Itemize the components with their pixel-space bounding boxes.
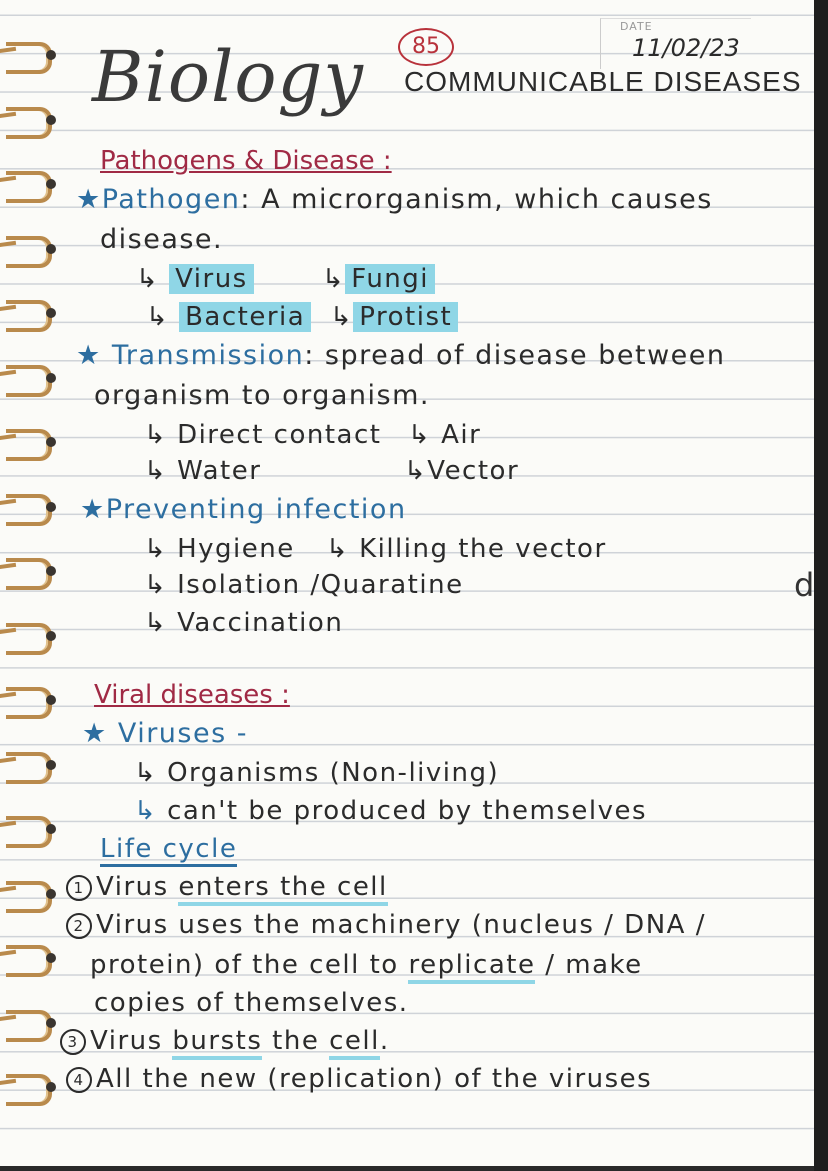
pathogen-type-fungi: ↳ Fungi [322,264,435,294]
page-title: Biology [92,36,364,118]
spiral-ring [6,881,52,913]
spiral-ring [6,107,52,139]
binding-hole [46,824,56,834]
arrow-icon: ↳ [134,796,158,826]
arrow-icon: ↳ [146,302,170,332]
spiral-ring [6,558,52,590]
virus-fact-1: ↳ Organisms (Non-living) [134,758,500,788]
binding-hole [46,115,56,125]
step-number-4: 4 [66,1067,92,1093]
arrow-icon: ↳ [136,264,160,294]
date-label: DATE [620,20,653,33]
binding-hole [46,244,56,254]
arrow-icon: ↳ [144,420,168,450]
lifecycle-step-3: 3 Virus bursts the cell. [60,1026,390,1056]
binding-hole [46,889,56,899]
spiral-ring [6,945,52,977]
term-preventing-infection: Preventing infection [105,494,407,525]
binding-hole [46,308,56,318]
star-icon: ★ [76,340,102,371]
arrow-icon: ↳ [144,608,168,638]
binding-hole [46,373,56,383]
spiral-ring [6,494,52,526]
page-edge [814,0,828,1171]
arrow-icon: ↳ [330,302,354,332]
virus-fact-2: ↳ can't be produced by themselves [134,796,648,826]
binding-hole [46,1018,56,1028]
binding-hole [46,760,56,770]
binding-hole [46,437,56,447]
spiral-ring [6,816,52,848]
section-heading-viral: Viral diseases : [94,680,290,710]
page-number-badge: 85 [398,28,454,66]
spiral-ring [6,1010,52,1042]
transmission-definition-cont: organism to organism. [94,380,430,411]
lifecycle-step-2: 2 Virus uses the machinery (nucleus / DNA / [66,910,706,940]
arrow-icon: ↳ [144,534,168,564]
spiral-ring [6,236,52,268]
route-direct-contact: ↳ Direct contact [144,420,382,450]
pathogen-type-protist: ↳ Protist [330,302,458,332]
arrow-icon: ↳ [144,456,168,486]
route-water: ↳ Water [144,456,262,486]
lifecycle-step-4: 4 All the new (replication) of the viruses [66,1064,652,1094]
spiral-ring [6,300,52,332]
step-number-1: 1 [66,875,92,901]
transmission-line [76,340,726,371]
pathogen-type-virus: ↳ Virus [136,264,254,294]
spiral-ring [6,1074,52,1106]
arrow-icon: ↳ [404,456,428,486]
step-number-3: 3 [60,1029,86,1055]
binding-hole [46,179,56,189]
spiral-ring [6,171,52,203]
binding-hole [46,502,56,512]
margin-letter: d [794,566,815,604]
arrow-icon: ↳ [144,570,168,600]
lifecycle-heading: Life cycle [100,834,237,867]
spiral-ring [6,429,52,461]
star-icon: ★ [76,184,102,215]
spiral-ring [6,752,52,784]
prevent-hygiene: ↳ Hygiene [144,534,295,564]
spiral-ring [6,365,52,397]
binding-hole [46,566,56,576]
spiral-ring [6,42,52,74]
pathogen-definition: : A microrganism, which causes [240,184,713,215]
prevent-killing-vector: ↳ Killing the vector [326,534,607,564]
preventing-line [80,494,407,525]
route-air: ↳ Air [408,420,482,450]
viruses-line [82,718,248,749]
transmission-definition: : spread of disease between [304,340,726,371]
pathogen-type-bacteria: ↳ Bacteria [146,302,311,332]
star-icon: ★ [82,718,108,749]
arrow-icon: ↳ [408,420,432,450]
term-viruses: Viruses - [117,718,248,749]
lifecycle-step-2-end: copies of themselves. [94,988,409,1018]
binding-hole [46,953,56,963]
term-pathogen: Pathogen [101,184,241,215]
prevent-isolation: ↳ Isolation /Quaratine [144,570,464,600]
binding-hole [46,1082,56,1092]
page-subtitle: COMMUNICABLE DISEASES [404,66,802,97]
star-icon: ★ [80,494,106,525]
term-transmission: Transmission [111,340,305,371]
spiral-ring [6,687,52,719]
pathogen-line [76,184,713,215]
section-heading-pathogens: Pathogens & Disease : [100,146,392,176]
prevent-vaccination: ↳ Vaccination [144,608,344,638]
arrow-icon: ↳ [322,264,346,294]
binding-hole [46,695,56,705]
pathogen-definition-cont: disease. [100,224,224,255]
arrow-icon: ↳ [134,758,158,788]
lifecycle-step-2-cont: protein) of the cell to replicate / make [90,950,643,980]
spiral-ring [6,623,52,655]
step-number-2: 2 [66,913,92,939]
route-vector: ↳Vector [404,456,520,486]
arrow-icon: ↳ [326,534,350,564]
binding-hole [46,631,56,641]
lifecycle-step-1: 1 Virus enters the cell [66,872,388,902]
date-value: 11/02/23 [632,34,740,62]
binding-hole [46,50,56,60]
